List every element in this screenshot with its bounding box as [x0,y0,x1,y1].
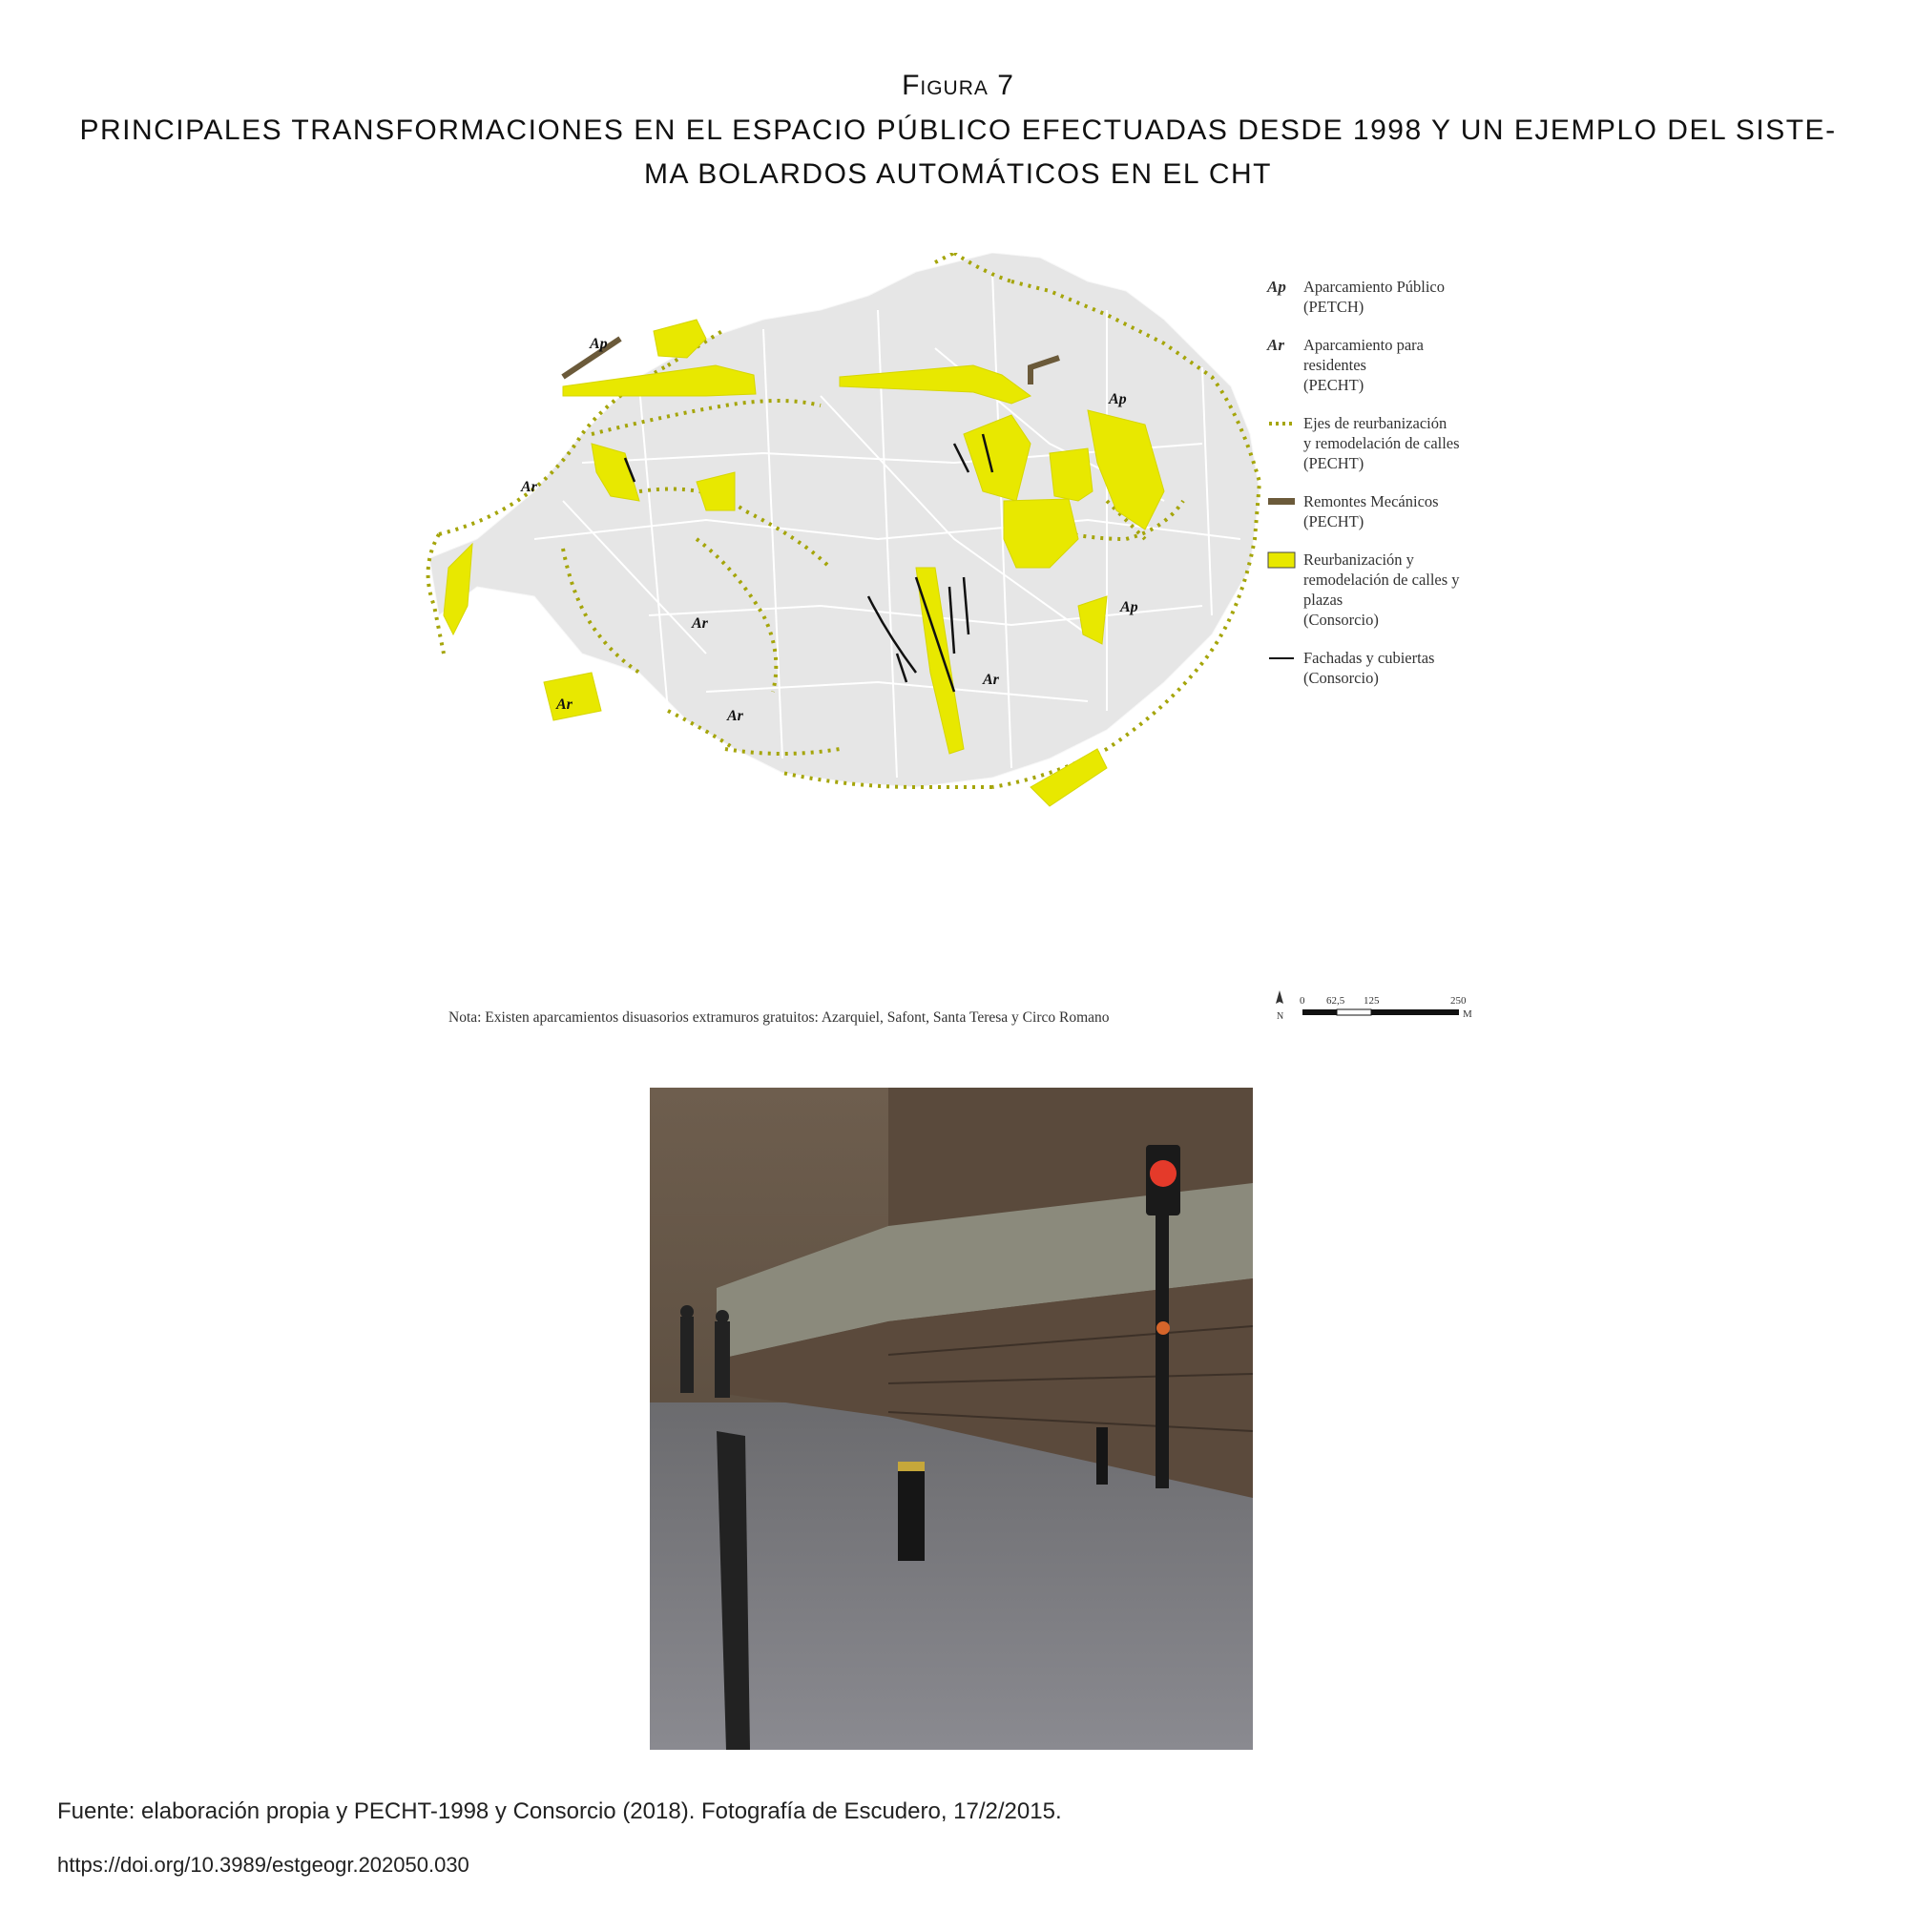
legend-text-reurbanization: Reurbanización y remodelación de calles y plazas (Consorcio) [1303,551,1460,629]
north-arrow-icon [1276,990,1283,1004]
doi-link[interactable]: https://doi.org/10.3989/estgeogr.202050.030 [57,1853,469,1877]
figure-label: Figura 7 [902,70,1014,101]
automatic-bollard [898,1462,925,1561]
label-ar-east: Ar [983,672,999,688]
legend-item-reurbanization [1267,550,1525,630]
scale-bar [1274,990,1531,1028]
scale-seg-3 [1371,1009,1459,1015]
legend-text-ap: Aparcamiento Público (PETCH) [1303,278,1446,316]
label-ap-ne: Ap [1109,391,1127,407]
legend-item-ap [1267,277,1525,317]
scale-tick-0: 0 [1300,995,1305,1007]
scale-seg-2 [1337,1009,1371,1015]
scale-unit: M [1463,1008,1472,1020]
map-note: Nota: Existen aparcamientos disuasorios extramuros gratuitos: Azarquiel, Safont, Santa Teresa y Circo Romano [448,1009,1110,1026]
legend-text-ar: Aparcamiento para residentes (PECHT) [1303,336,1424,394]
scale-bar-graphic [1274,990,1531,1028]
legend-symbol-ap: Ap [1267,278,1286,296]
legend-text-facades: Fachadas y cubiertas (Consorcio) [1303,649,1435,687]
traffic-light-pole [1156,1212,1169,1488]
indicator-light-icon [1156,1321,1170,1335]
black-line-icon [1267,650,1296,667]
bollard-photo [650,1088,1253,1750]
legend-symbol-ar: Ar [1267,336,1284,354]
yellow-box-icon [1267,551,1296,569]
scale-seg-1 [1302,1009,1337,1015]
dotted-line-icon [1267,415,1296,432]
bollard-yellow-band [898,1462,925,1471]
scale-tick-2: 125 [1364,995,1380,1007]
legend-item-facades [1267,648,1525,688]
brown-line-icon [1267,493,1296,510]
zone-east-strip [1050,448,1093,501]
bollard-photo-drawing [650,1088,1253,1750]
map-legend [1267,277,1525,706]
source-caption: Fuente: elaboración propia y PECHT-1998 y Consorcio (2018). Fotografía de Escudero, 17/2/2015. [57,1798,1062,1824]
scale-tick-3: 250 [1450,995,1467,1007]
red-light-icon [1150,1160,1177,1187]
label-ap-north: Ap [590,336,608,352]
label-ar-south: Ar [727,708,743,724]
north-label: N [1277,1011,1284,1022]
legend-item-dotted [1267,413,1525,473]
scale-tick-1: 62,5 [1326,995,1345,1007]
label-ar-center: Ar [692,615,708,632]
legend-item-ar [1267,335,1525,395]
zone-south-ar [544,673,601,720]
legend-item-escalators [1267,491,1525,531]
label-ar-west: Ar [521,479,537,495]
figure-title: PRINCIPALES TRANSFORMACIONES EN EL ESPACIO PÚBLICO EFECTUADAS DESDE 1998 Y UN EJEMPLO DEL SISTE-MA BOLARDOS AUTOMÁTICOS EN EL CHT [79,114,1837,190]
figure-header [0,67,1916,197]
fixed-bollard [1096,1427,1108,1485]
legend-text-dotted: Ejes de reurbanización y remodelación de calles (PECHT) [1303,414,1460,472]
label-ap-se: Ap [1120,599,1138,615]
label-ar-sw: Ar [556,696,573,713]
legend-text-escalators: Remontes Mecánicos (PECHT) [1303,492,1439,530]
